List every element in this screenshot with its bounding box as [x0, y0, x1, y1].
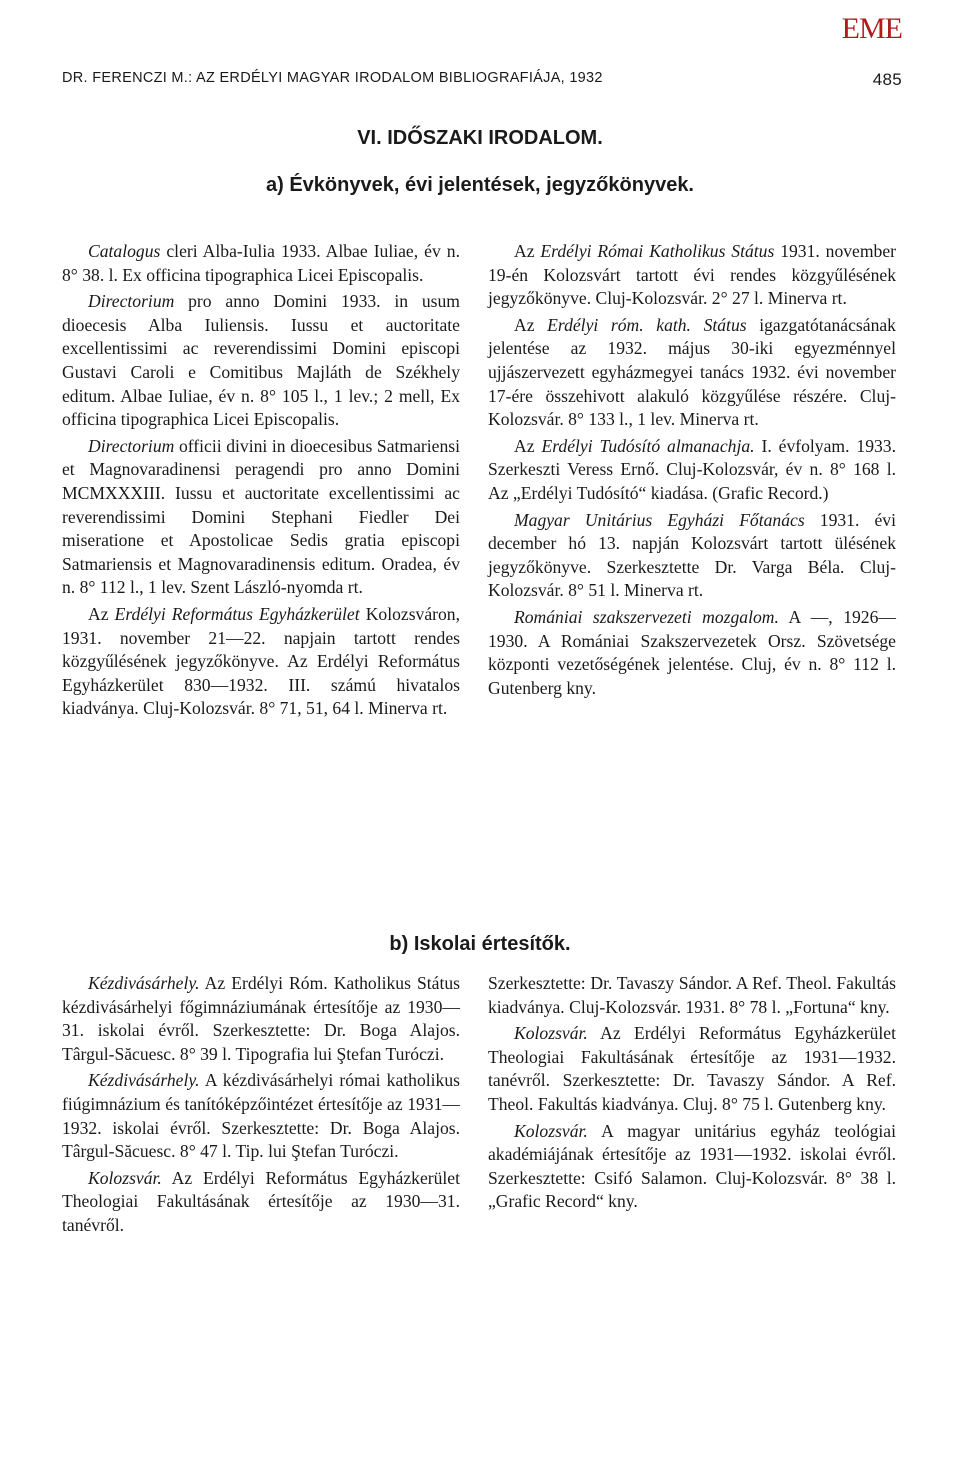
entry-title: Kolozsvár.: [514, 1120, 588, 1141]
bibliography-entry: [488, 1022, 896, 1116]
entry-title: Magyar Unitárius Egyházi Főtanács: [514, 509, 805, 530]
publisher-logo: EME: [841, 12, 902, 45]
entry-prefix: Az: [514, 241, 541, 261]
subsection-b-title: b) Iskolai értesítők.: [389, 933, 571, 955]
entry-title: Kolozsvár.: [514, 1023, 588, 1044]
entry-title: Erdélyi Tudósító almanachja.: [541, 435, 755, 456]
entry-prefix: Az: [514, 435, 542, 456]
entry-title: Directorium: [88, 291, 175, 312]
bibliography-entry: [488, 509, 896, 603]
entry-details: cleri Alba-Iulia 1933. Albae Iuliae, év n. 8° 38. l. Ex officina tipographica Licei Episcopalis.: [62, 241, 460, 285]
entry-details: officii divini in dioecesibus Satmariensi et Magnovaradinensi peragendi pro anno Domini MCMXXXIII. Iussu et auctoritate excellentissimi ac reverendissimi Domini Stephani Fiedler Dei miseratione et Apostolicae Sedis gratia episcopi Satmariensis et Magnovaradinensis editum. Oradea, év n. 8° 112 l., 1 lev. Szent László-nyomda rt.: [62, 435, 460, 598]
running-title: DR. FERENCZI M.: AZ ERDÉLYI MAGYAR IRODALOM BIBLIOGRAFIÁJA, 1932: [62, 70, 603, 86]
subsection-a-title: a) Évkönyvek, évi jelentések, jegyzőkönyvek.: [265, 174, 694, 196]
entry-title: Kézdivásárhely.: [88, 973, 200, 993]
entry-details: igazgatótanácsának jelentése az 1932. május 30-iki egyezménnyel ujjászervezett egyházmegyei tanács 1932. évi november 17-ére összehivott alakuló közgyűlése részére. Cluj-Kolozsvár. 8° 133 l., 1 lev. Minerva rt.: [488, 314, 896, 430]
entry-title: Erdélyi Református Egyházkerület: [114, 603, 360, 624]
column-b-right: [488, 972, 896, 1217]
bibliography-entry: [488, 606, 896, 700]
entry-details: Az Erdélyi Református Egyházkerület Theologiai Fakultásának értesítője az 1930—31. tanévről.: [62, 1167, 460, 1235]
column-a-left: [62, 240, 460, 724]
entry-details: Kolozsváron, 1931. november 21—22. napjain tartott rendes közgyűlésének jegyzőkönyve. Az Erdélyi Református Egyházkerület 830—1932. III. számú hivatalos kiadványa. Cluj-Kolozsvár. 8° 71, 51, 64 l. Minerva rt.: [62, 603, 460, 719]
page-number: 485: [872, 70, 902, 89]
bibliography-entry: [488, 314, 896, 432]
bibliography-entry: [62, 972, 460, 1066]
bibliography-entry: [62, 603, 460, 721]
column-a-right: [488, 240, 896, 703]
entry-details: A kézdivásárhelyi római katholikus fiúgimnázium és tanítóképzőintézet értesítője az 1931—1932. iskolai évről. Szerkesztette: Dr. Boga Alajos. Târgul-Săcuesc. 8° 47 l. Tip. lui Ştefan Turóczi.: [62, 1070, 460, 1162]
running-header: [62, 70, 902, 89]
entry-title: Catalogus: [88, 241, 161, 261]
entry-title: Erdélyi róm. kath. Státus: [547, 314, 747, 335]
bibliography-entry: [488, 1120, 896, 1214]
entry-title: Romániai szakszervezeti mozgalom.: [514, 606, 779, 627]
entry-details: A magyar unitárius egyház teológiai akadémiájának értesítője az 1931—1932. iskolai évről. Szerkesztette: Csifó Salamon. Cluj-Kolozsvár. 8° 38 l. „Grafic Record“ kny.: [488, 1120, 896, 1212]
bibliography-entry: [62, 290, 460, 432]
entry-title: Kolozsvár.: [88, 1167, 162, 1188]
entry-details: Szerkesztette: Dr. Tavaszy Sándor. A Ref. Theol. Fakultás kiadványa. Cluj-Kolozsvár. 1931. 8° 78 l. „Fortuna“ kny.: [488, 973, 896, 1017]
entry-details: Az Erdélyi Róm. Katholikus Státus kézdivásárhelyi főgimnáziumának értesítője az 1930—31. iskolai évről. Szerkesztette: Dr. Boga Alajos. Târgul-Săcuesc. 8° 39 l. Tipografia lui Ştefan Turóczi.: [62, 973, 460, 1064]
entry-details: pro anno Domini 1933. in usum dioecesis Alba Iuliensis. Iussu et auctoritate excellentissimi ac reverendissimi Domini episcopi Gustavi Caroli e Comitibus Majláth de Székhely editum. Albae Iuliae, év n. 8° 105 l., 1 lev.; 2 mell, Ex officina tipographica Licei Episcopalis.: [62, 291, 460, 430]
entry-prefix: Az: [514, 314, 548, 335]
entry-title: Kézdivásárhely.: [88, 1070, 200, 1091]
entry-details: 1931. évi december hó 13. napján Kolozsvárt tartott ülésének jegyzőkönyve. Szerkesztette Dr. Varga Béla. Cluj-Kolozsvár. 8° 51 l. Minerva rt.: [488, 509, 896, 601]
entry-details: A —, 1926—1930. A Romániai Szakszervezetek Orsz. Szövetsége központi vezetőségének jelentése. Cluj, év n. 8° 112 l. Gutenberg kny.: [488, 606, 896, 698]
entry-details: Az Erdélyi Református Egyházkerület Theologiai Fakultásának értesítője az 1931—1932. tanévről. Szerkesztette: Dr. Tavaszy Sándor. A Ref. Theol. Fakultás kiadványa. Cluj. 8° 75 l. Gutenberg kny.: [488, 1023, 896, 1114]
column-b-left: [62, 972, 460, 1241]
section-title: VI. IDŐSZAKI IRODALOM.: [357, 127, 603, 149]
bibliography-entry: [62, 240, 460, 287]
entry-title: Erdélyi Római Katholikus Státus: [540, 241, 775, 261]
bibliography-entry: [62, 435, 460, 600]
bibliography-entry: [62, 1069, 460, 1163]
entry-details: I. évfolyam. 1933. Szerkeszti Veress Ernő. Cluj-Kolozsvár, év n. 8° 168 l. Az „Erdélyi Tudósító“ kiadása. (Grafic Record.): [488, 435, 896, 503]
entry-prefix: Az: [88, 603, 115, 624]
bibliography-entry: [62, 1167, 460, 1238]
bibliography-entry: [488, 435, 896, 506]
entry-title: Directorium: [88, 435, 175, 456]
entry-details: 1931. november 19-én Kolozsvárt tartott évi rendes közgyűlésének jegyzőkönyve. Cluj-Kolozsvár. 2° 27 l. Minerva rt.: [488, 241, 896, 309]
bibliography-entry: [488, 240, 896, 311]
bibliography-entry: [488, 972, 896, 1019]
